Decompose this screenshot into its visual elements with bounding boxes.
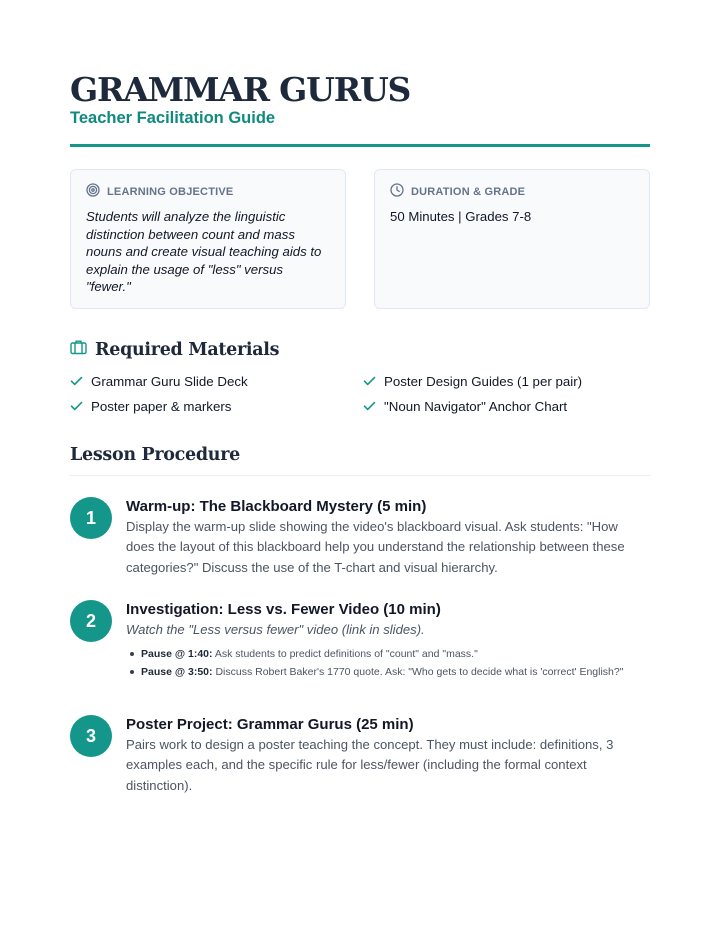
duration-grade-card — [374, 169, 650, 309]
clock-icon — [390, 183, 404, 202]
material-item — [363, 397, 567, 415]
step-number-badge: 1 — [70, 497, 112, 539]
step-bullet-list — [126, 647, 646, 683]
card-label: LEARNING OBJECTIVE — [107, 186, 234, 198]
step-title: Warm-up: The Blackboard Mystery (5 min) — [126, 498, 427, 515]
checkmark-icon — [70, 399, 83, 414]
list-item — [126, 647, 646, 661]
step-note: Watch the "Less versus fewer" video (link in slides). — [126, 622, 425, 637]
card-label: DURATION & GRADE — [411, 186, 526, 198]
step-description: Pairs work to design a poster teaching the concept. They must include: definitions, 3 examples each, and the specific rule for less/fewer (including the formal context distinction). — [126, 737, 614, 793]
step-number-badge: 3 — [70, 715, 112, 757]
materials-heading — [70, 338, 279, 362]
material-item — [363, 372, 582, 390]
page-title: GRAMMAR GURUS — [70, 70, 411, 109]
header-divider — [70, 144, 650, 147]
list-item — [126, 665, 646, 679]
material-item — [70, 372, 248, 390]
checkmark-icon — [70, 374, 83, 389]
step-title: Investigation: Less vs. Fewer Video (10 min) — [126, 601, 441, 618]
material-item — [70, 397, 231, 415]
material-label: Grammar Guru Slide Deck — [91, 373, 248, 389]
material-label: "Noun Navigator" Anchor Chart — [384, 398, 568, 414]
step-title: Poster Project: Grammar Gurus (25 min) — [126, 716, 414, 733]
bullet-label: Pause @ 1:40: — [141, 648, 213, 660]
procedure-divider — [70, 475, 650, 476]
bullet-text: Ask students to predict definitions of "count" and "mass." — [212, 648, 478, 660]
procedure-heading: Lesson Procedure — [70, 445, 240, 465]
target-icon — [86, 183, 100, 202]
step-number-badge: 2 — [70, 600, 112, 642]
briefcase-icon — [70, 338, 87, 362]
material-label: Poster Design Guides (1 per pair) — [384, 373, 583, 389]
material-label: Poster paper & markers — [91, 398, 232, 414]
bullet-label: Pause @ 3:50: — [141, 666, 213, 678]
step-description: Display the warm-up slide showing the video's blackboard visual. Ask students: "How does the layout of this blackboard help you understand the relationship between these categories?" Discuss the use of the T-chart and visual hierarchy. — [126, 519, 625, 575]
page-subtitle: Teacher Facilitation Guide — [70, 109, 276, 127]
objective-text: Students will analyze the linguistic distinction between count and mass nouns and create visual teaching aids to explain the usage of "less" versus "fewer." — [86, 209, 322, 294]
learning-objective-card — [70, 169, 346, 309]
duration-text: 50 Minutes | Grades 7-8 — [390, 209, 532, 224]
materials-heading-text: Required Materials — [95, 340, 280, 360]
bullet-text: Discuss Robert Baker's 1770 quote. Ask: "Who gets to decide what is 'correct' English?" — [212, 666, 624, 678]
checkmark-icon — [363, 399, 376, 414]
checkmark-icon — [363, 374, 376, 389]
